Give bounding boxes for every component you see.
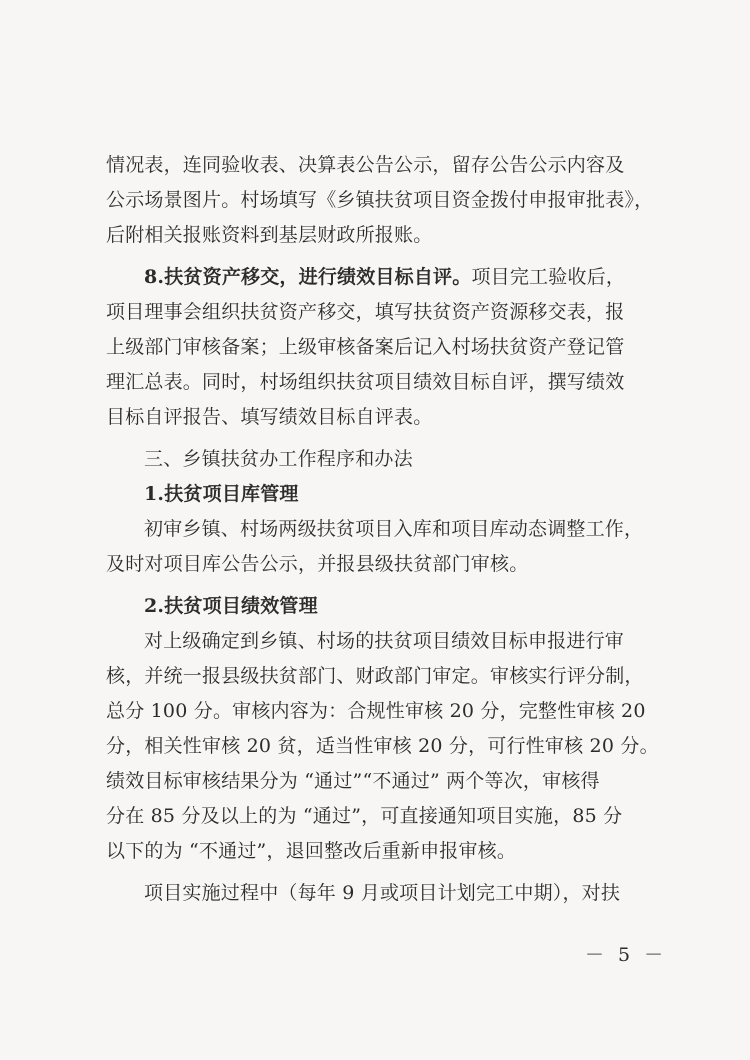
- text-line: 情况表，连同验收表、决算表公告公示，留存公告公示内容及: [106, 154, 625, 176]
- text-line: 后附相关报账资料到基层财政所报账。: [106, 224, 433, 246]
- section-heading: 三、乡镇扶贫办工作程序和办法: [144, 448, 413, 470]
- text-line: 上级部门审核备案；上级审核备案后记入村场扶贫资产登记管: [106, 336, 625, 358]
- text-line: 分，相关性审核 20 贫，适当性审核 20 分，可行性审核 20 分。: [106, 735, 659, 757]
- text-line: 分在 85 分及以上的为 “通过”，可直接通知项目实施，85 分: [106, 805, 623, 827]
- text-line: 项目理事会组织扶贫资产移交，填写扶贫资产资源移交表，报: [106, 301, 625, 323]
- body-text: [106, 148, 659, 911]
- subheading-project-library: 1.扶贫项目库管理: [144, 483, 299, 505]
- text-line: 公示场景图片。村场填写《乡镇扶贫项目资金拨付申报审批表》，: [106, 189, 654, 211]
- text-line: 项目实施过程中（每年 9 月或项目计划完工中期），对扶: [144, 882, 621, 904]
- text-line: 总分 100 分。审核内容为：合规性审核 20 分，完整性审核 20: [106, 700, 646, 722]
- page-number: － 5 －: [585, 944, 668, 966]
- text-line: 对上级确定到乡镇、村场的扶贫项目绩效目标申报进行审: [144, 630, 625, 652]
- subheading-asset-transfer: 8.扶贫资产移交，进行绩效目标自评。: [144, 266, 472, 288]
- text-line: 以下的为 “不通过”，退回整改后重新申报审核。: [106, 840, 517, 862]
- text-line: 绩效目标审核结果分为 “通过”“不通过” 两个等次，审核得: [106, 770, 600, 792]
- text-line: 目标自评报告、填写绩效目标自评表。: [106, 406, 433, 428]
- text-span: 项目完工验收后，: [471, 266, 626, 288]
- text-line: 核，并统一报县级扶贫部门、财政部门审定。审核实行评分制，: [106, 665, 644, 687]
- text-line: 及时对项目库公告公示，并报县级扶贫部门审核。: [106, 553, 529, 575]
- text-line: 初审乡镇、村场两级扶贫项目入库和项目库动态调整工作，: [144, 518, 644, 540]
- text-line: 理汇总表。同时，村场组织扶贫项目绩效目标自评，撰写绩效: [106, 371, 625, 393]
- subheading-performance: 2.扶贫项目绩效管理: [144, 595, 318, 617]
- paragraph-heading-line: [106, 260, 646, 295]
